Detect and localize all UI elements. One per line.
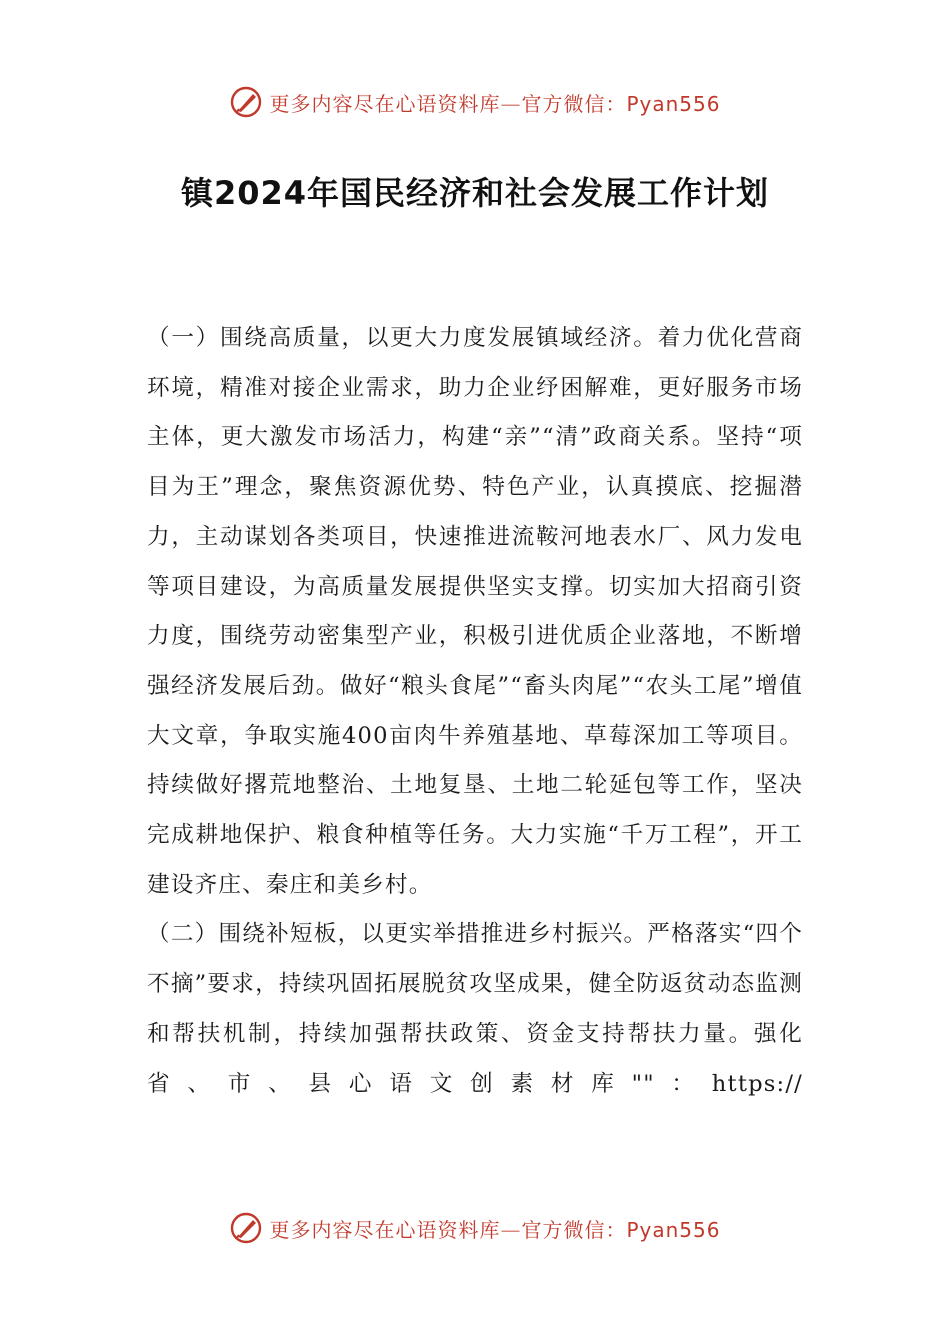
watermark-separator: — xyxy=(500,1217,522,1242)
document-title: 镇2024年国民经济和社会发展工作计划 xyxy=(180,174,770,212)
watermark-brand: 更多内容尽在心语资料库 xyxy=(269,91,501,116)
quill-logo-icon xyxy=(229,85,263,119)
footer-watermark xyxy=(0,1206,950,1250)
header-watermark xyxy=(0,80,950,124)
watermark-separator: — xyxy=(500,91,522,116)
paragraph-1: （一）围绕高质量，以更大力度发展镇域经济。着力优化营商环境，精准对接企业需求，助力企业纾困解难，更好服务市场主体，更大激发市场活力，构建“亲”“清”政商关系。坚持“项目为王”理念，聚焦资源优势、特色产业，认真摸底、挖掘潜力，主动谋划各类项目，快速推进流鞍河地表水厂、风力发电等项目建设，为高质量发展提供坚实支撑。切实加大招商引资力度，围绕劳动密集型产业，积极引进优质企业落地，不断增强经济发展后劲。做好“粮头食尾”“畜头肉尾”“农头工尾”增值大文章，争取实施400亩肉牛养殖基地、草莓深加工等项目。持续做好撂荒地整治、土地复垦、土地二轮延包等工作，坚决完成耕地保护、粮食种植等任务。大力实施“千万工程”，开工建设齐庄、秦庄和美乡村。 xyxy=(147,325,803,898)
paragraph-2: （二）围绕补短板，以更实举措推进乡村振兴。严格落实“四个不摘”要求，持续巩固拓展脱贫攻坚成果，健全防返贫动态监测和帮扶机制，持续加强帮扶政策、资金支持帮扶力量。强化省、市、县心语文创素材库""：https:// xyxy=(147,921,803,1097)
watermark-text xyxy=(269,1214,720,1243)
watermark-text xyxy=(269,88,720,117)
watermark-wechat: 官方微信：Pyan556 xyxy=(521,1217,721,1242)
watermark-wechat: 官方微信：Pyan556 xyxy=(521,91,721,116)
quill-logo-icon xyxy=(229,1211,263,1245)
watermark-brand: 更多内容尽在心语资料库 xyxy=(269,1217,501,1242)
document-body xyxy=(147,314,803,1109)
